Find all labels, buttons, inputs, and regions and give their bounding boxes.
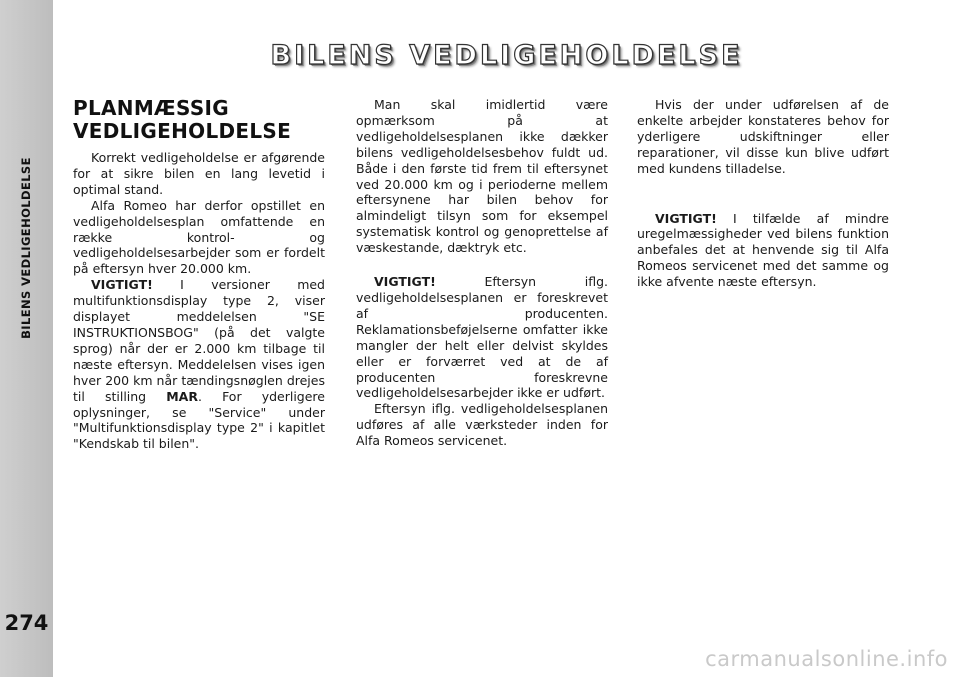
notice-label: VIGTIGT! <box>655 210 717 226</box>
paragraph-notice-display <box>73 277 325 452</box>
notice-text: I tilfælde af mindre uregelmæssigheder ved bilens funktion anbefales det at henvende sig til Alfa Romeos servicenet med det samme og ikke afvente næste eftersyn. <box>637 210 889 290</box>
paragraph-extra-repairs: Hvis der under udførelsen af de enkelte arbejder konstateres behov for yderligere udskiftninger eller reparationer, vil disse kun blive udført med kundens tilladelse. <box>637 97 889 176</box>
chapter-sidebar <box>0 0 53 677</box>
text-column-2 <box>356 97 608 449</box>
page-title: BILENS VEDLIGEHOLDELSE <box>270 40 743 71</box>
notice-text-a: I versioner med multifunktionsdisplay type 2, viser displayet meddelelsen "SE INSTRUKTIONSBOG" (på det valgte sprog) når der er 2.000 km tilbage til næste eftersyn. Meddelelsen vises igen hver 200 km når tændingsnøglen drejes til stilling <box>73 277 325 404</box>
text-column-1 <box>73 97 325 452</box>
paragraph-notice-warranty <box>356 274 608 401</box>
paragraph-attention: Man skal imidlertid være opmærksom på at vedligeholdelsesplanen ikke dækker bilens vedligeholdelsesbehov fuldt ud. Både i den første tid frem til eftersynet ved 20.000 km og i perioderne mellem eftersynene har bilen behov for almindeligt tilsyn som for eksempel systematisk kontrol og genoprettelse af væskestande, dæktryk etc. <box>356 97 608 256</box>
paragraph-intro: Korrekt vedligeholdelse er afgørende for at sikre bilen en lang levetid i optimal stand. <box>73 150 325 197</box>
ignition-position-label: MAR <box>166 388 198 404</box>
paragraph-service-network: Eftersyn iflg. vedligeholdelsesplanen udføres af alle værksteder inden for Alfa Romeos servicenet. <box>356 401 608 449</box>
notice-text: Eftersyn iflg. vedligeholdelsesplanen er foreskrevet af producenten. Reklamationsbeføjelserne omfatter ikke mangler der helt eller delvist skyldes eller er forværret ved at de af producenten foreskrevne vedligeholdelsesarbejder ikke er udført. <box>356 274 608 401</box>
paragraph-notice-irregularities <box>637 211 889 291</box>
watermark: carmanualsonline.info <box>705 647 948 671</box>
paragraph-plan: Alfa Romeo har derfor opstillet en vedligeholdelsesplan omfattende en række kontrol- og vedligeholdelsesarbejder som er fordelt på eftersyn hver 20.000 km. <box>73 197 325 277</box>
notice-text-b: . For yderligere oplysninger, se "Service" under "Multifunktionsdisplay type 2" i kapitlet "Kendskab til bilen". <box>73 388 325 452</box>
section-heading-line1: PLANMÆSSIG <box>73 96 229 120</box>
page-number: 274 <box>4 611 49 635</box>
notice-label: VIGTIGT! <box>374 274 436 290</box>
notice-label: VIGTIGT! <box>91 277 153 293</box>
text-column-3 <box>637 97 889 290</box>
section-heading <box>73 97 325 143</box>
chapter-side-label: BILENS VEDLIGEHOLDELSE <box>19 157 33 339</box>
section-heading-line2: VEDLIGEHOLDELSE <box>73 119 292 143</box>
